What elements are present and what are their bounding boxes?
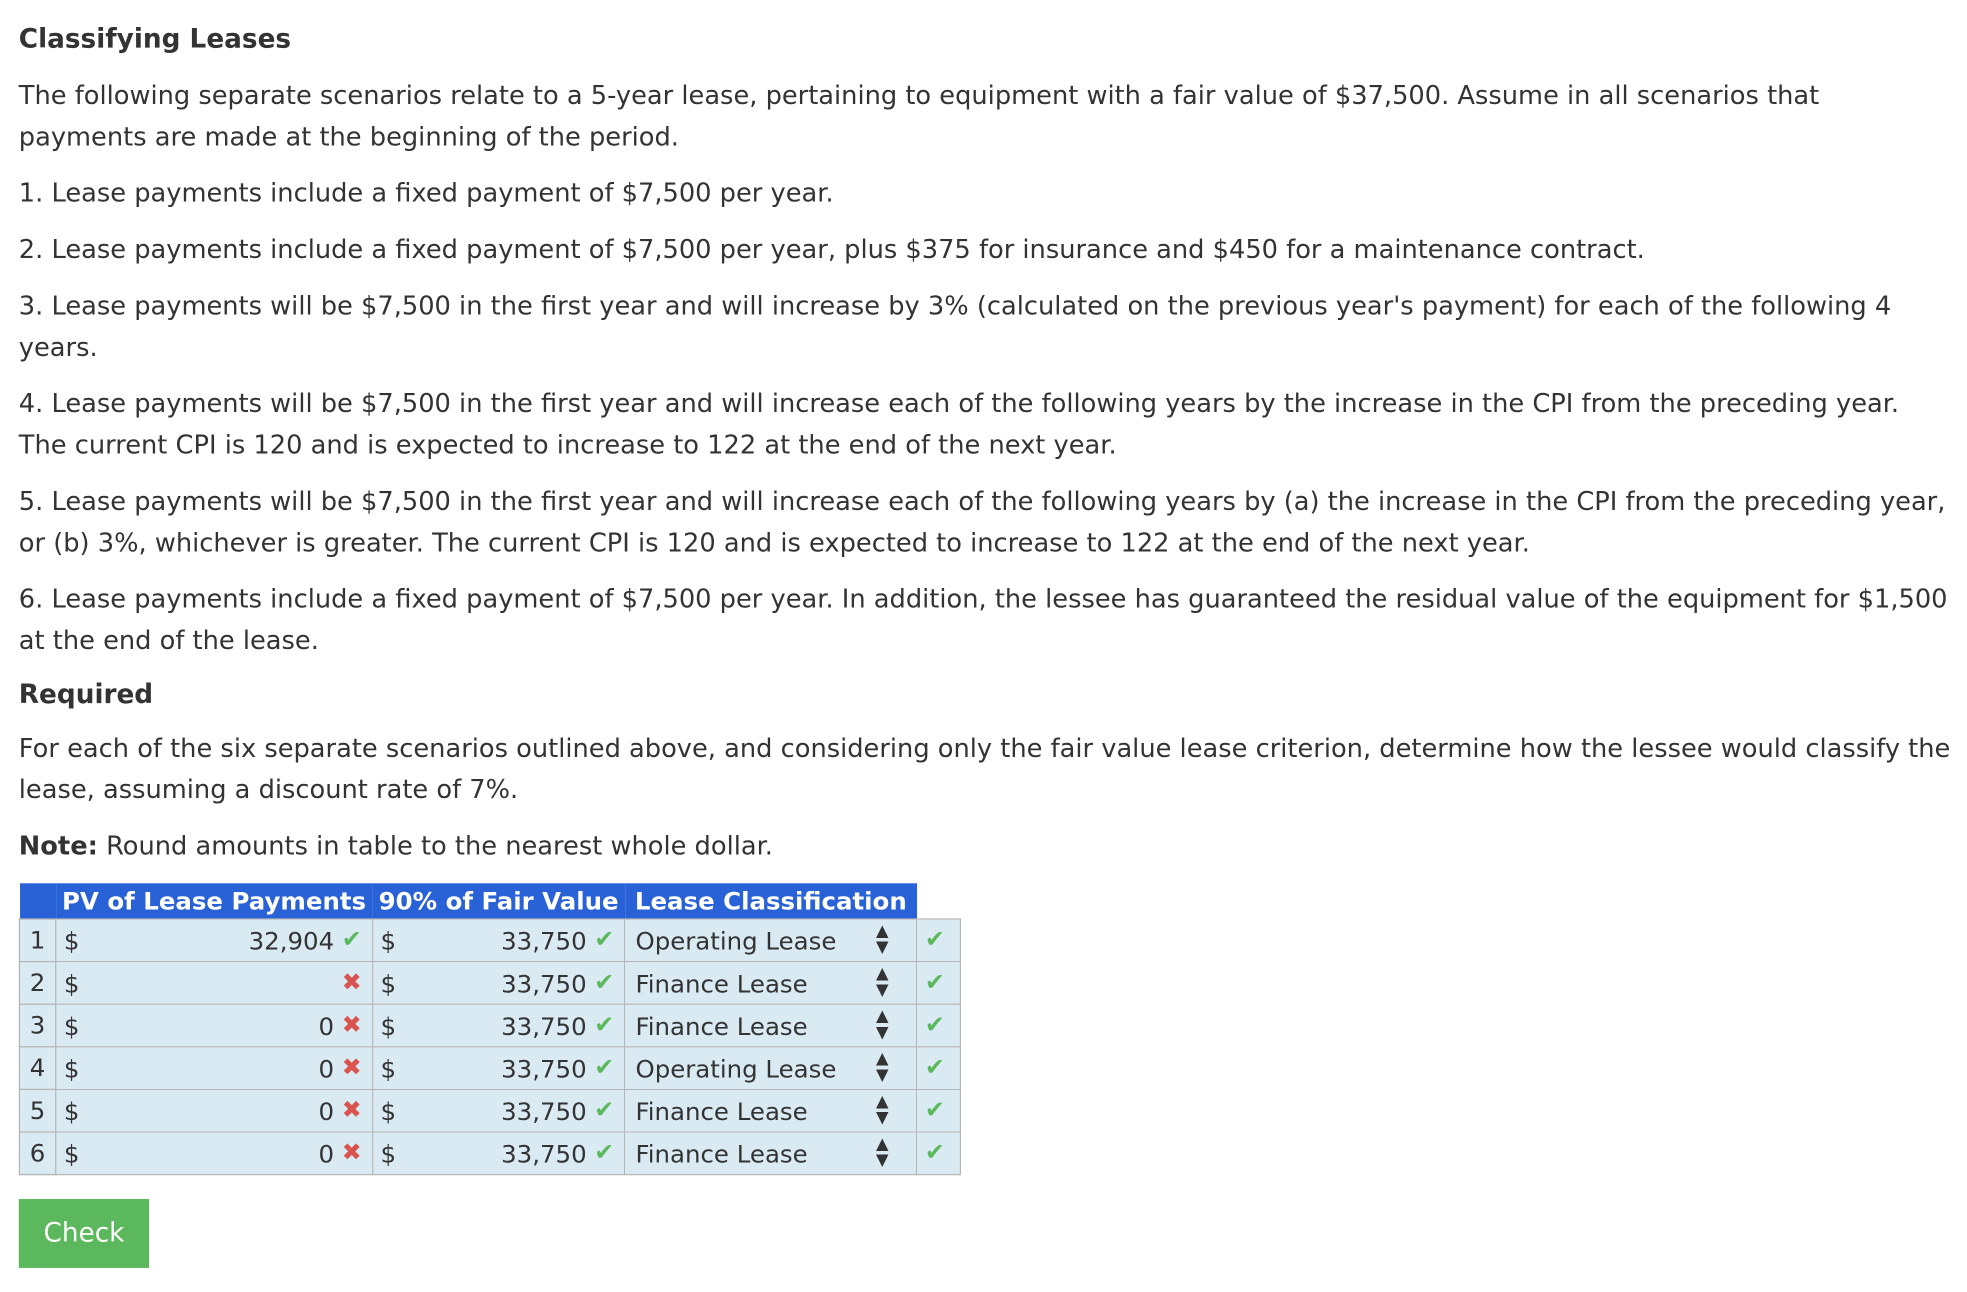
table-row — [19, 1089, 960, 1132]
scenario-1: 1. Lease payments include a fixed payment of $7,500 per year. — [18, 177, 834, 208]
classification-value: Operating Lease — [635, 1054, 837, 1084]
classification-check-icon: ✔ — [924, 1053, 945, 1082]
fair-value-check-icon: ✔ — [594, 1011, 615, 1039]
page-title: Classifying Leases — [18, 23, 292, 54]
intro-text: The following separate scenarios relate to a 5-year lease, pertaining to equipment with a fair value of $37,500. Assume in all scenarios that payments are made at the beginning of the period. — [18, 80, 1820, 152]
select-arrows-icon: ▲ ▼ — [876, 1135, 889, 1171]
row-number: 1 — [19, 919, 55, 962]
pv-x-icon: ✖ — [341, 968, 362, 997]
question-content — [19, 0, 1955, 867]
classification-select[interactable] — [625, 1132, 917, 1175]
header-num — [19, 883, 55, 919]
classification-status — [917, 1047, 961, 1090]
fair-value-check-icon: ✔ — [594, 1138, 615, 1167]
fair-value-check-icon: ✔ — [594, 925, 615, 954]
pv-input[interactable] — [56, 1047, 373, 1090]
classification-value: Finance Lease — [635, 1012, 808, 1042]
pv-value: 0 — [318, 1140, 335, 1169]
currency-symbol: $ — [63, 1140, 80, 1169]
pv-x-icon: ✖ — [341, 1011, 362, 1039]
note — [19, 826, 1955, 867]
fair-value-input[interactable] — [372, 1004, 625, 1047]
pv-x-icon: ✖ — [341, 1138, 362, 1167]
pv-input[interactable] — [56, 1089, 373, 1132]
scenario-5: 5. Lease payments will be $7,500 in the first year and will increase each of the following years by (a) the increase in the CPI from the preceding year, or (b) 3%, whichever is greater. The current CPI is 120 and is expected to increase to 122 at the end of the next year. — [18, 486, 1946, 558]
pv-value: 0 — [318, 1054, 335, 1084]
currency-symbol: $ — [380, 1097, 397, 1127]
required-heading: Required — [18, 679, 154, 710]
check-button[interactable]: Check — [19, 1199, 149, 1268]
required-text: For each of the six separate scenarios outlined above, and considering only the fair value lease criterion, determine how the lessee would classify the lease, assuming a discount rate of 7%. — [18, 732, 1951, 805]
lease-table — [19, 883, 961, 1175]
pv-check-icon: ✔ — [341, 925, 362, 954]
classification-value: Finance Lease — [635, 1097, 808, 1127]
classification-select[interactable] — [625, 1047, 917, 1090]
currency-symbol: $ — [63, 969, 80, 999]
row-number: 6 — [19, 1132, 55, 1175]
currency-symbol: $ — [380, 927, 397, 956]
table-row — [19, 1004, 960, 1047]
pv-input[interactable] — [56, 1132, 373, 1175]
pv-value: 0 — [318, 1012, 335, 1042]
row-number: 3 — [19, 1004, 55, 1047]
classification-status — [917, 1132, 961, 1175]
pv-input[interactable] — [56, 919, 373, 962]
scenario-4: 4. Lease payments will be $7,500 in the first year and will increase each of the following years by the increase in the CPI from the preceding year. The current CPI is 120 and is expected to increase to 122 at the end of the next year. — [18, 388, 1900, 460]
classification-select[interactable] — [625, 962, 917, 1005]
row-number: 5 — [19, 1089, 55, 1132]
table-row — [19, 962, 960, 1005]
classification-status — [917, 1089, 961, 1132]
currency-symbol: $ — [380, 1140, 397, 1169]
table-row — [19, 1132, 960, 1175]
table-row — [19, 919, 960, 962]
currency-symbol: $ — [63, 1054, 80, 1084]
fair-value-check-icon: ✔ — [594, 1053, 615, 1082]
classification-value: Operating Lease — [635, 927, 837, 956]
fair-value-input[interactable] — [372, 1047, 625, 1090]
scenario-2: 2. Lease payments include a fixed payment of $7,500 per year, plus $375 for insurance and $450 for a maintenance contract. — [18, 234, 1645, 265]
classification-value: Finance Lease — [635, 969, 808, 999]
fair-value-input[interactable] — [372, 962, 625, 1005]
currency-symbol: $ — [380, 1054, 397, 1084]
currency-symbol: $ — [63, 1097, 80, 1127]
fair-value-value: 33,750 — [501, 1140, 587, 1169]
fair-value-check-icon: ✔ — [594, 1096, 615, 1124]
classification-select[interactable] — [625, 919, 917, 962]
select-arrows-icon: ▲ ▼ — [876, 1007, 889, 1043]
row-number: 2 — [19, 962, 55, 1005]
fair-value-input[interactable] — [372, 1132, 625, 1175]
fair-value-value: 33,750 — [501, 1054, 587, 1084]
classification-status — [917, 1004, 961, 1047]
scenario-3: 3. Lease payments will be $7,500 in the first year and will increase by 3% (calculated on the previous year's payment) for each of the following 4 years. — [18, 290, 1892, 363]
fair-value-value: 33,750 — [501, 927, 587, 956]
classification-check-icon: ✔ — [924, 1011, 945, 1039]
fair-value-check-icon: ✔ — [594, 968, 615, 997]
table-row — [19, 1047, 960, 1090]
classification-check-icon: ✔ — [924, 1096, 945, 1124]
currency-symbol: $ — [63, 927, 80, 956]
pv-x-icon: ✖ — [341, 1096, 362, 1124]
currency-symbol: $ — [380, 969, 397, 999]
scenario-6: 6. Lease payments include a fixed payment of $7,500 per year. In addition, the lessee has guaranteed the residual value of the equipment for $1,500 at the end of the lease. — [18, 583, 1948, 656]
select-arrows-icon: ▲ ▼ — [876, 964, 889, 1000]
fair-value-input[interactable] — [372, 1089, 625, 1132]
pv-input[interactable] — [56, 962, 373, 1005]
classification-check-icon: ✔ — [924, 968, 945, 997]
fair-value-value: 33,750 — [501, 1097, 587, 1127]
classification-select[interactable] — [625, 1089, 917, 1132]
fair-value-value: 33,750 — [501, 1012, 587, 1042]
select-arrows-icon: ▲ ▼ — [876, 922, 889, 958]
classification-status — [917, 919, 961, 962]
currency-symbol: $ — [63, 1012, 80, 1042]
pv-value: 0 — [318, 1097, 335, 1127]
classification-status — [917, 962, 961, 1005]
currency-symbol: $ — [380, 1012, 397, 1042]
pv-x-icon: ✖ — [341, 1053, 362, 1082]
note-text: Round amounts in table to the nearest whole dollar. — [97, 830, 773, 861]
fair-value-value: 33,750 — [501, 969, 587, 999]
pv-input[interactable] — [56, 1004, 373, 1047]
table-header-row — [19, 883, 960, 919]
classification-select[interactable] — [625, 1004, 917, 1047]
fair-value-input[interactable] — [372, 919, 625, 962]
pv-value: 32,904 — [248, 927, 335, 956]
classification-check-icon: ✔ — [924, 925, 945, 954]
header-spacer — [917, 883, 961, 919]
classification-value: Finance Lease — [635, 1140, 808, 1169]
select-arrows-icon: ▲ ▼ — [876, 1092, 889, 1128]
select-arrows-icon: ▲ ▼ — [876, 1049, 889, 1086]
header-fair-value: 90% of Fair Value — [372, 883, 625, 919]
classification-check-icon: ✔ — [924, 1138, 945, 1167]
header-classification: Lease Classification — [625, 883, 917, 919]
note-label: Note: — [18, 830, 98, 861]
row-number: 4 — [19, 1047, 55, 1090]
header-pv: PV of Lease Payments — [56, 883, 373, 919]
